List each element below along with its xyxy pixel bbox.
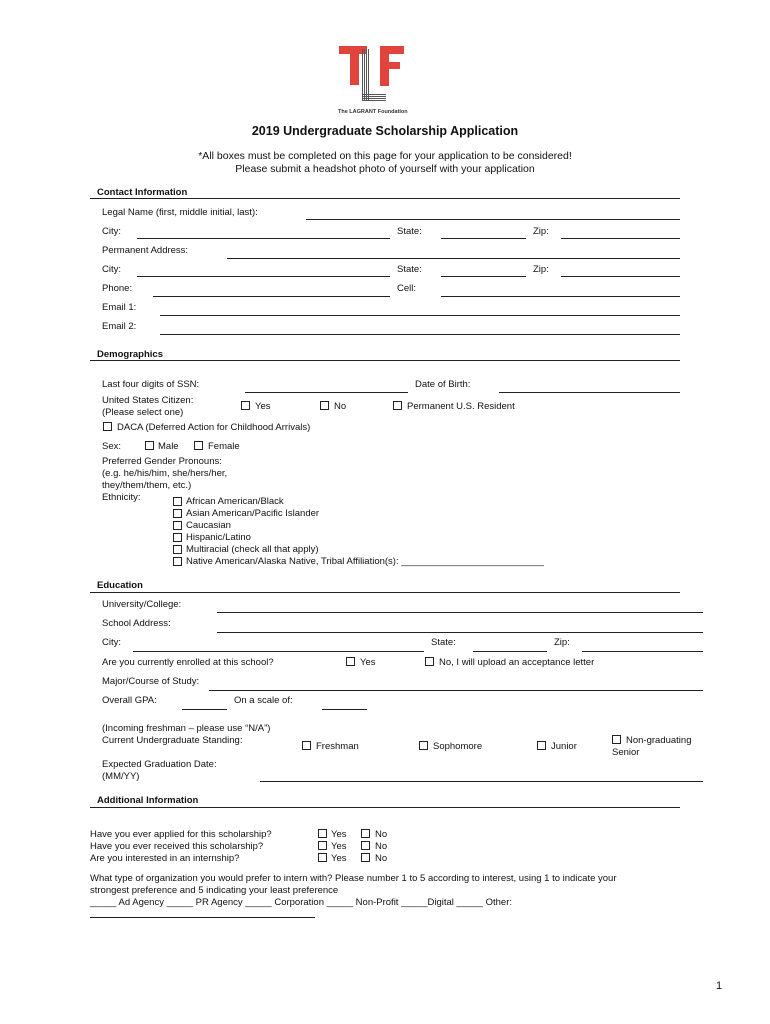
state-label: State: — [397, 226, 422, 237]
email1-label: Email 1: — [102, 302, 137, 313]
intern-preference-options: _____ Ad Agency _____ PR Agency _____ Corporation _____ Non-Profit _____Digital _____ Other: — [90, 897, 512, 908]
citizen-label: United States Citizen: — [102, 395, 194, 406]
subtitle-required: *All boxes must be completed on this page for your application to be considered! — [198, 150, 572, 162]
received-yes-checkbox[interactable] — [318, 841, 327, 850]
school-zip-field[interactable] — [582, 651, 703, 652]
permanent-resident-checkbox[interactable] — [393, 401, 402, 410]
received-no-label: No — [375, 841, 388, 852]
ethnicity-option: Native American/Alaska Native, Tribal Affiliation(s): ___________________________ — [186, 556, 544, 567]
legal-name-field[interactable] — [306, 219, 680, 220]
nongrad-label-2: Senior — [612, 747, 640, 758]
city-label: City: — [102, 226, 121, 237]
internship-no-checkbox[interactable] — [361, 853, 370, 862]
major-field[interactable] — [209, 690, 703, 691]
freshman-note: (Incoming freshman – please use “N/A”) — [102, 723, 271, 734]
intern-preference-text-1: What type of organization you would prefer to intern with? Please number 1 to 5 according to interest, using 1 to indicate your — [90, 873, 617, 884]
city-field[interactable] — [137, 238, 390, 239]
male-label: Male — [158, 441, 179, 452]
additional-header: Additional Information — [97, 795, 199, 806]
citizen-yes-label: Yes — [255, 401, 271, 412]
applied-yes-label: Yes — [331, 829, 347, 840]
ssn-field[interactable] — [245, 392, 408, 393]
page-number: 1 — [716, 980, 723, 992]
ethnicity-checkbox[interactable] — [173, 497, 182, 506]
section-divider — [90, 198, 680, 199]
ethnicity-checkbox[interactable] — [173, 545, 182, 554]
received-question: Have you ever received this scholarship? — [90, 841, 264, 852]
email2-label: Email 2: — [102, 321, 137, 332]
junior-label: Junior — [551, 741, 577, 752]
logo-org-name: The LAGRANT Foundation — [338, 109, 408, 115]
freshman-checkbox[interactable] — [302, 741, 311, 750]
ethnicity-option: Caucasian — [186, 520, 231, 531]
state-field[interactable] — [441, 238, 526, 239]
major-label: Major/Course of Study: — [102, 676, 200, 687]
sex-label: Sex: — [102, 441, 122, 452]
ethnicity-checkbox[interactable] — [173, 533, 182, 542]
education-header: Education — [97, 580, 143, 591]
email2-field[interactable] — [160, 334, 680, 335]
grad-date-label: Expected Graduation Date: — [102, 759, 217, 770]
internship-yes-label: Yes — [331, 853, 347, 864]
enrolled-yes-checkbox[interactable] — [346, 657, 355, 666]
zip-field[interactable] — [561, 238, 680, 239]
perm-state-label: State: — [397, 264, 422, 275]
pronouns-label: Preferred Gender Pronouns: — [102, 456, 222, 467]
permanent-address-field[interactable] — [227, 258, 680, 259]
university-label: University/College: — [102, 599, 182, 610]
school-address-field[interactable] — [217, 632, 703, 633]
gpa-scale-field[interactable] — [322, 709, 367, 710]
phone-label: Phone: — [102, 283, 133, 294]
page-title: 2019 Undergraduate Scholarship Application — [251, 124, 519, 138]
demographics-header: Demographics — [97, 349, 163, 360]
junior-checkbox[interactable] — [537, 741, 546, 750]
male-checkbox[interactable] — [145, 441, 154, 450]
school-state-field[interactable] — [473, 651, 547, 652]
cell-label: Cell: — [397, 283, 417, 294]
zip-label: Zip: — [533, 226, 549, 237]
daca-label: DACA (Deferred Action for Childhood Arrivals) — [117, 422, 311, 433]
citizen-no-checkbox[interactable] — [320, 401, 329, 410]
section-divider — [90, 592, 680, 593]
nongrad-label-1: Non-graduating — [626, 735, 692, 746]
ethnicity-checkbox[interactable] — [173, 557, 182, 566]
ssn-label: Last four digits of SSN: — [102, 379, 200, 390]
sophomore-label: Sophomore — [433, 741, 483, 752]
subtitle-headshot: Please submit a headshot photo of yourself with your application — [235, 163, 535, 175]
grad-date-field[interactable] — [260, 781, 703, 782]
grad-date-format: (MM/YY) — [102, 771, 140, 782]
freshman-label: Freshman — [316, 741, 359, 752]
email1-field[interactable] — [160, 315, 680, 316]
intern-preference-text-2: strongest preference and 5 indicating your least preference — [90, 885, 339, 896]
ethnicity-label: Ethnicity: — [102, 492, 141, 503]
pronouns-hint-2: they/them/them, etc.) — [102, 480, 192, 491]
enrolled-label: Are you currently enrolled at this school? — [102, 657, 274, 668]
sophomore-checkbox[interactable] — [419, 741, 428, 750]
dob-label: Date of Birth: — [415, 379, 471, 390]
school-address-label: School Address: — [102, 618, 171, 629]
citizen-hint: (Please select one) — [102, 407, 184, 418]
ethnicity-checkbox[interactable] — [173, 521, 182, 530]
perm-state-field[interactable] — [441, 276, 526, 277]
internship-question: Are you interested in an internship? — [90, 853, 240, 864]
section-divider — [90, 360, 680, 361]
pronouns-hint-1: (e.g. he/his/him, she/hers/her, — [102, 468, 228, 479]
ethnicity-option: Hispanic/Latino — [186, 532, 251, 543]
daca-checkbox[interactable] — [103, 422, 112, 431]
perm-city-label: City: — [102, 264, 121, 275]
perm-zip-field[interactable] — [561, 276, 680, 277]
phone-field[interactable] — [153, 296, 390, 297]
gpa-field[interactable] — [182, 709, 227, 710]
internship-yes-checkbox[interactable] — [318, 853, 327, 862]
permanent-resident-label: Permanent U.S. Resident — [407, 401, 515, 412]
school-state-label: State: — [431, 637, 456, 648]
female-label: Female — [208, 441, 240, 452]
enrolled-yes-label: Yes — [360, 657, 376, 668]
perm-zip-label: Zip: — [533, 264, 549, 275]
applied-no-checkbox[interactable] — [361, 829, 370, 838]
cell-field[interactable] — [441, 296, 680, 297]
ethnicity-option: African American/Black — [186, 496, 284, 507]
citizen-no-label: No — [334, 401, 347, 412]
dob-field[interactable] — [499, 392, 680, 393]
gpa-label: Overall GPA: — [102, 695, 157, 706]
school-zip-label: Zip: — [554, 637, 570, 648]
section-divider — [90, 807, 680, 808]
school-city-field[interactable] — [133, 651, 424, 652]
other-org-field[interactable] — [90, 917, 315, 918]
citizen-yes-checkbox[interactable] — [241, 401, 250, 410]
school-city-label: City: — [102, 637, 121, 648]
received-yes-label: Yes — [331, 841, 347, 852]
ethnicity-checkbox[interactable] — [173, 509, 182, 518]
contact-header: Contact Information — [97, 187, 188, 198]
permanent-address-label: Permanent Address: — [102, 245, 189, 256]
gpa-scale-label: On a scale of: — [234, 695, 293, 706]
enrolled-no-checkbox[interactable] — [425, 657, 434, 666]
ethnicity-option: Asian American/Pacific Islander — [186, 508, 320, 519]
internship-no-label: No — [375, 853, 388, 864]
legal-name-label: Legal Name (first, middle initial, last): — [102, 207, 258, 218]
applied-yes-checkbox[interactable] — [318, 829, 327, 838]
female-checkbox[interactable] — [194, 441, 203, 450]
ethnicity-option: Multiracial (check all that apply) — [186, 544, 319, 555]
nongrad-senior-checkbox[interactable] — [612, 735, 621, 744]
enrolled-no-label: No, I will upload an acceptance letter — [439, 657, 595, 668]
perm-city-field[interactable] — [137, 276, 390, 277]
applied-question: Have you ever applied for this scholarship? — [90, 829, 272, 840]
standing-label: Current Undergraduate Standing: — [102, 735, 243, 746]
received-no-checkbox[interactable] — [361, 841, 370, 850]
university-field[interactable] — [217, 612, 703, 613]
applied-no-label: No — [375, 829, 388, 840]
